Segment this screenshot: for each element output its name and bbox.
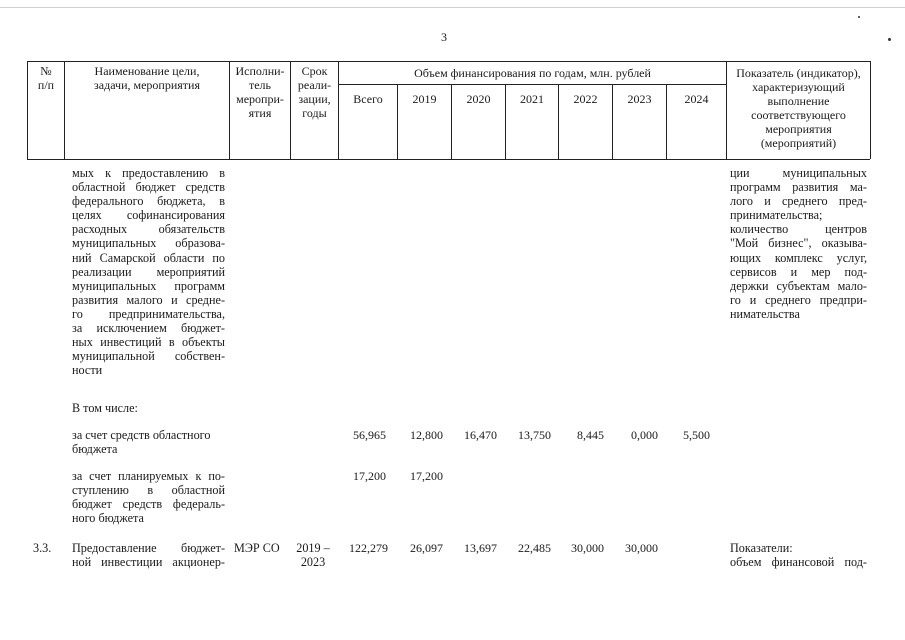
header-name: Наименование цели, задачи, мероприятия	[94, 64, 200, 92]
row-federal-budget-2019: 17,200	[410, 469, 443, 483]
row-regional-budget-2021: 13,750	[518, 428, 551, 442]
row-regional-budget-2023: 0,000	[631, 428, 658, 442]
header-term: Срок реали- зации, годы	[297, 64, 332, 120]
header-number: № п/п	[37, 64, 55, 92]
item-2023: 30,000	[625, 541, 658, 555]
row-federal-budget-label: за счет планируемых к по- ступлению в областной бюджет средств федераль- ного бюджета	[72, 469, 225, 526]
item-2020: 13,697	[464, 541, 497, 555]
item-2019: 26,097	[410, 541, 443, 555]
header-year-2023: 2023	[627, 92, 652, 106]
indicator-continuation: ции муниципальных программ развития ма- лого и среднего пред- принимательства; количество центров "Мой бизнес", оказыва- ющих комплекс услуг, сервисов и мер под- держки субъектам мало- го и среднего предпри- нимательства	[730, 166, 867, 321]
item-2021: 22,485	[518, 541, 551, 555]
scan-speck	[858, 16, 860, 18]
header-total: Всего	[353, 92, 383, 106]
scan-speck	[888, 38, 891, 41]
header-year-2022: 2022	[573, 92, 598, 106]
item-term: 2019 – 2023	[296, 541, 330, 570]
row-regional-budget-2019: 12,800	[410, 428, 443, 442]
item-total: 122,279	[349, 541, 388, 555]
item-number: 3.3.	[33, 541, 52, 555]
header-year-2020: 2020	[466, 92, 491, 106]
including-label: В том числе:	[72, 401, 138, 415]
row-regional-budget-2022: 8,445	[577, 428, 604, 442]
page-number: 3	[441, 30, 447, 44]
header-year-2024: 2024	[684, 92, 709, 106]
item-2022: 30,000	[571, 541, 604, 555]
row-regional-budget-label: за счет средств областного бюджета	[72, 428, 211, 457]
page-top-border	[0, 7, 905, 8]
header-year-2019: 2019	[412, 92, 437, 106]
header-funding: Объем финансирования по годам, млн. рублей	[414, 66, 651, 80]
row-regional-budget-2024: 5,500	[683, 428, 710, 442]
row-regional-budget-2020: 16,470	[464, 428, 497, 442]
item-indicator: Показатели: объем финансовой под-	[730, 541, 867, 570]
item-name: Предоставление бюджет- ной инвестиции акционер-	[72, 541, 225, 570]
measure-name-continuation: мых к предоставлению в областной бюджет средств федерального бюджета, в целях софинансирования расходных обязательств муниципальных образова- ний Самарской области по реализации мероприятий муниципальных программ развития малого и средне- го предпринимательства, за исключением бюджет- ных инвестиций в объекты муниципальной собствен- ности	[72, 166, 225, 378]
item-executor: МЭР СО	[234, 541, 280, 555]
row-regional-budget-total: 56,965	[353, 428, 386, 442]
header-indicator: Показатель (индикатор), характеризующий выполнение соответствующего мероприятия (мероприятий)	[736, 66, 861, 150]
header-year-2021: 2021	[520, 92, 544, 106]
row-federal-budget-total: 17,200	[353, 469, 386, 483]
header-executor: Исполни- тель меропри- ятия	[235, 64, 285, 120]
